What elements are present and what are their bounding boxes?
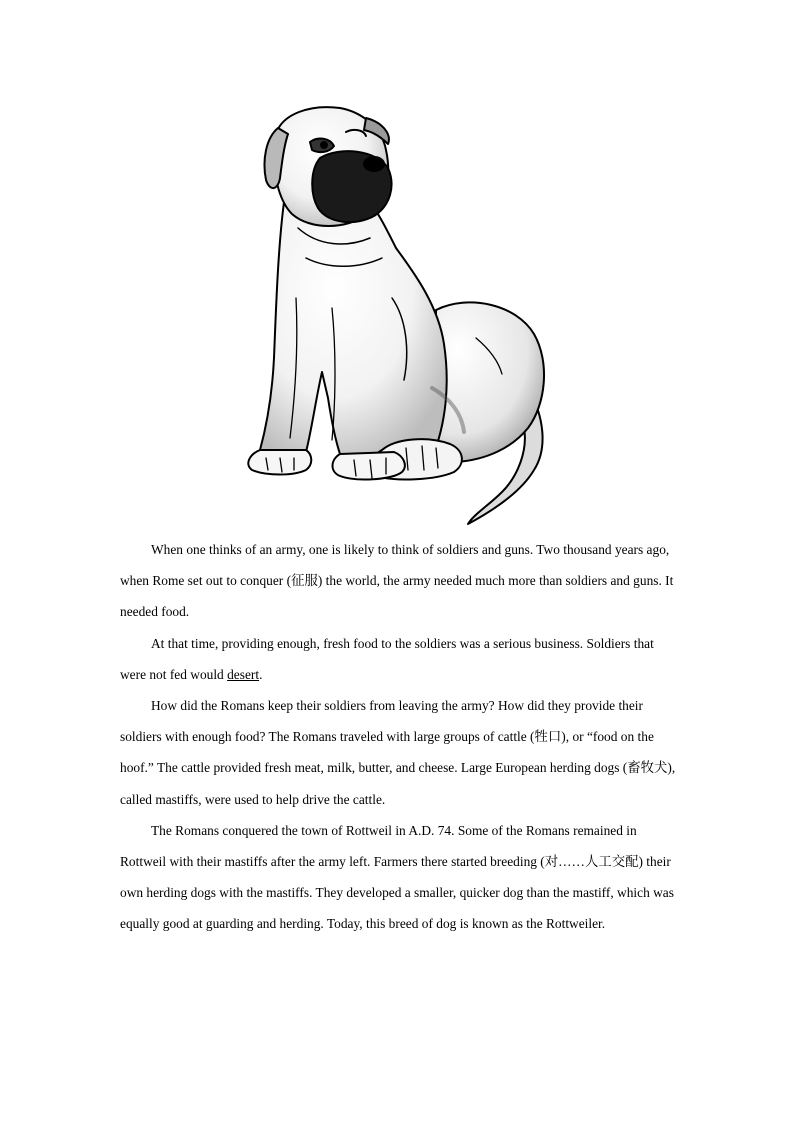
mastiff-illustration xyxy=(236,98,556,528)
paragraph-4 xyxy=(120,815,680,940)
paragraph-4-text: The Romans conquered the town of Rottweil in A.D. 74. Some of the Romans remained in Rottweil with their mastiffs after the army left. Farmers there started breeding (对……人工交配) their own herding dogs with the mastiffs. They developed a smaller, quicker dog than the mastiff, which was equally good at guarding and herding. Today, this breed of dog is known as the Rottweiler. xyxy=(120,822,674,932)
article-body xyxy=(120,534,680,940)
paragraph-2 xyxy=(120,628,680,690)
paragraph-2-end: . xyxy=(259,666,263,682)
paragraph-1 xyxy=(120,534,680,628)
paragraph-1-text: When one thinks of an army, one is likely to think of soldiers and guns. Two thousand years ago, when Rome set out to conquer (征服) the world, the army needed much more than soldiers and guns. It needed food. xyxy=(120,542,674,620)
mastiff-dog-icon xyxy=(236,98,556,528)
paragraph-3-text: How did the Romans keep their soldiers from leaving the army? How did they provide their soldiers with enough food? The Romans traveled with large groups of cattle (牲口), or “food on the hoof.” The cattle provided fresh meat, milk, butter, and cheese. Large European herding dogs (畜牧犬), called mastiffs, were used to help drive the cattle. xyxy=(120,698,676,807)
paragraph-2-text: At that time, providing enough, fresh food to the soldiers was a serious business. Soldiers that were not fed would xyxy=(120,635,654,682)
paragraph-3 xyxy=(120,690,680,815)
underlined-word-desert: desert xyxy=(227,666,260,682)
